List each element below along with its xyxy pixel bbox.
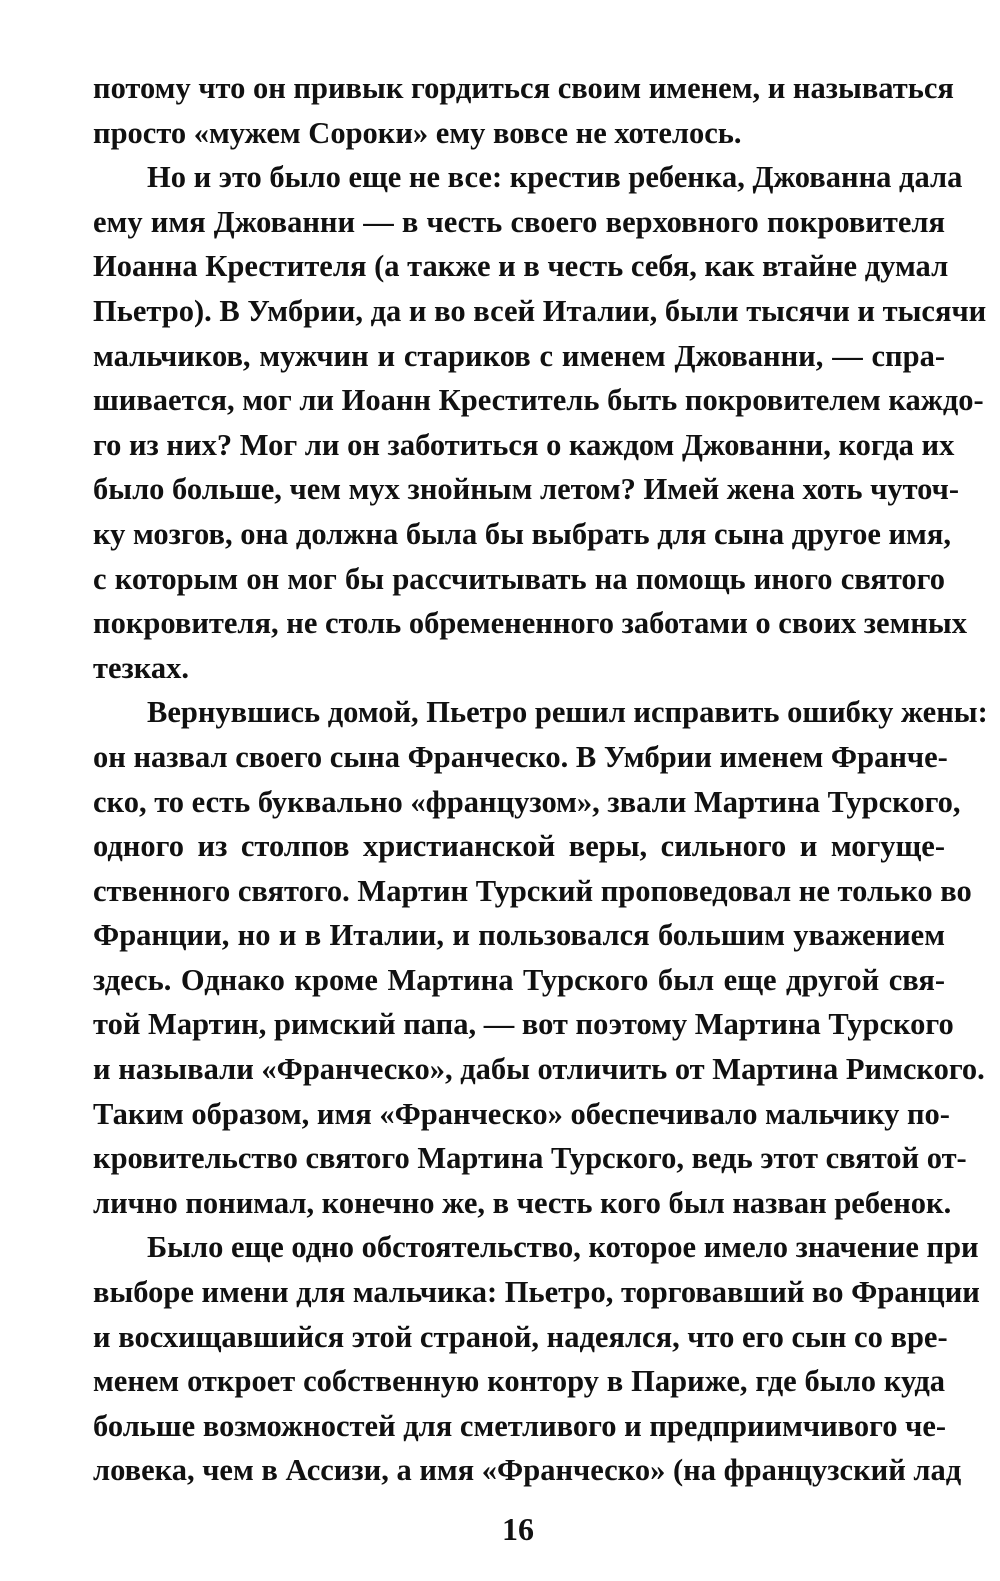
text-line: ственного святого. Мартин Турский проповедовал не только во [93,873,972,908]
text-line: шивается, мог ли Иоанн Креститель быть покровителем каждо- [93,383,984,418]
text-line: го из них? Мог ли он заботиться о каждом Джованни, когда их [93,427,955,462]
text-line: и восхищавшийся этой страной, надеялся, что его сын со вре- [93,1319,948,1354]
text-line: ку мозгов, она должна была бы выбрать для сына другое имя, [93,516,951,551]
text-line: и называли «Франческо», дабы отличить от Мартина Римского. [93,1052,985,1087]
text-line: Франции, но и в Италии, и пользовался большим уважением [93,918,945,953]
text-line: просто «мужем Сороки» ему вовсе не хотелось. [93,115,742,150]
text-line: менем откроет собственную контору в Париже, где было куда [93,1364,945,1399]
text-line: той Мартин, римский папа, — вот поэтому Мартина Турского [93,1007,954,1042]
text-line: ско, то есть буквально «французом», звали Мартина Турского, [93,784,961,819]
text-line: Но и это было еще не все: крестив ребенка, Джованна дала [147,160,963,195]
text-line: ловека, чем в Ассизи, а имя «Франческо» (на французский лад [93,1453,962,1488]
text-line: здесь. Однако кроме Мартина Турского был еще другой свя- [93,962,945,997]
text-line: Было еще одно обстоятельство, которое имело значение при [147,1230,979,1265]
text-line: мальчиков, мужчин и стариков с именем Джованни, — спра- [93,338,945,373]
text-line: ему имя Джованни — в честь своего верховного покровителя [93,204,945,239]
text-line: одного из столпов христианской веры, сильного и могуще- [93,829,945,864]
page-number: 16 [502,1511,534,1547]
text-line: Таким образом, имя «Франческо» обеспечивало мальчику по- [93,1096,950,1131]
text-line: больше возможностей для сметливого и предприимчивого че- [93,1408,947,1443]
text-line: он назвал своего сына Франческо. В Умбрии именем Франче- [93,739,948,774]
page-body [93,66,988,1493]
text-line: покровителя, не столь обремененного заботами о своих земных [93,606,967,641]
text-line: Вернувшись домой, Пьетро решил исправить ошибку жены: [147,695,988,730]
text-line: выборе имени для мальчика: Пьетро, торговавший во Франции [93,1275,980,1310]
text-line: Пьетро). В Умбрии, да и во всей Италии, были тысячи и тысячи [93,293,987,328]
text-line: с которым он мог бы рассчитывать на помощь иного святого [93,561,945,596]
text-line: потому что он привык гордиться своим именем, и называться [93,71,954,105]
text-line: кровительство святого Мартина Турского, ведь этот святой от- [93,1141,967,1176]
text-line: было больше, чем мух знойным летом? Имей жена хоть чуточ- [93,472,960,507]
text-line: лично понимал, конечно же, в честь кого был назван ребенок. [93,1185,952,1220]
text-line: тезках. [93,650,190,685]
text-line: Иоанна Крестителя (а также и в честь себя, как втайне думал [93,249,949,284]
